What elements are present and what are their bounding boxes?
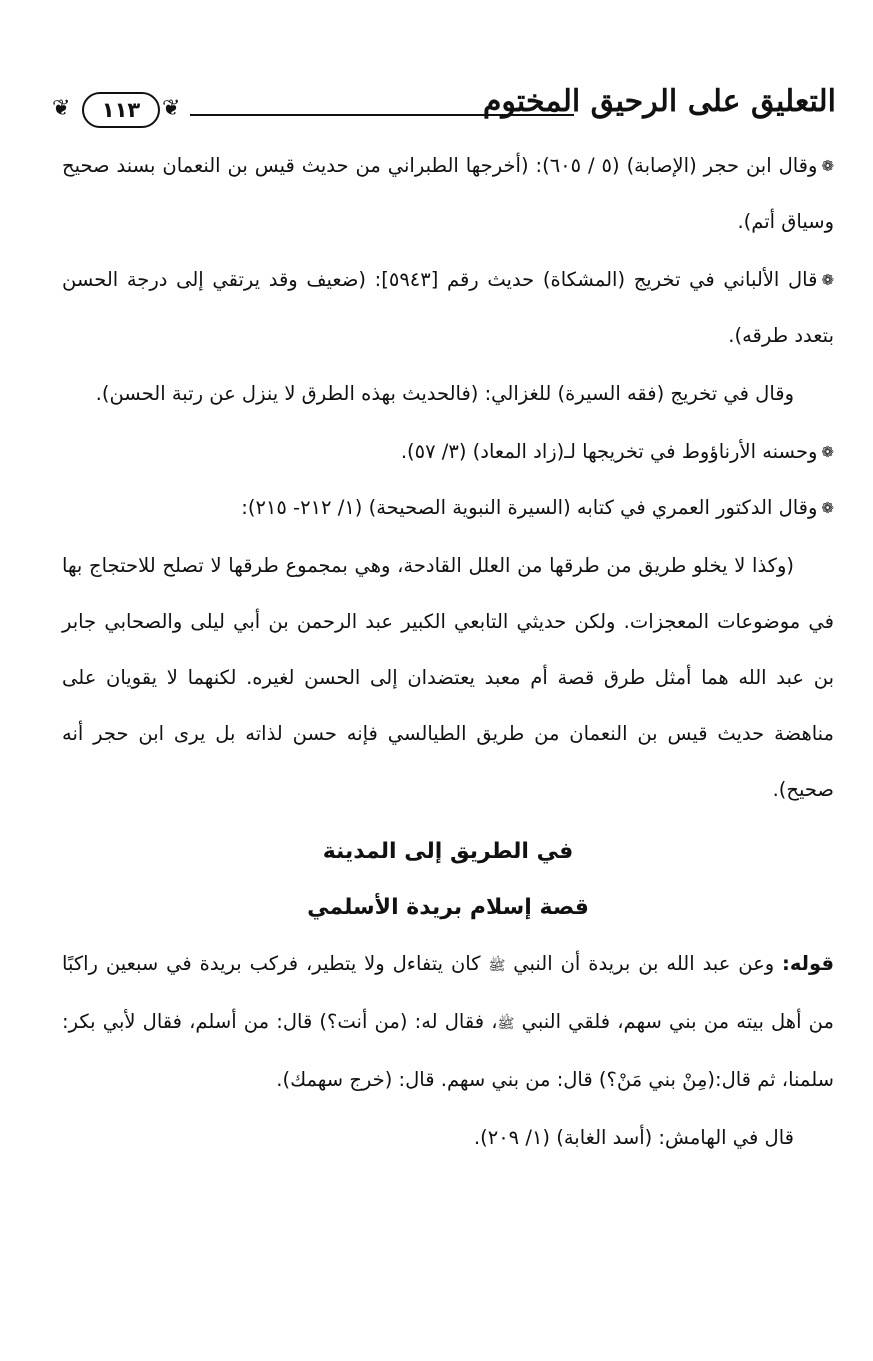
page-number-ornament <box>52 90 192 134</box>
paragraph-umari-quote <box>62 538 834 818</box>
page-header <box>52 80 836 140</box>
flower-bullet-icon: ❁ <box>821 499 834 517</box>
page-number: ١١٣ <box>82 92 160 128</box>
ornament-right-icon: ❦ <box>162 96 181 121</box>
footnote-paragraph <box>62 1110 834 1166</box>
paragraph-story <box>62 936 834 1108</box>
flower-bullet-icon: ❁ <box>821 443 834 461</box>
paragraph-text: وقال ابن حجر (الإصابة) (٥ / ٦٠٥): (أخرجها الطبراني من حديث قيس بن النعمان بسند صحيح وسياق أتم). <box>62 154 834 233</box>
page-body <box>62 138 834 1166</box>
paragraph-text: وقال في تخريج (فقه السيرة) للغزالي: (فالحديث بهذه الطرق لا ينزل عن رتبة الحسن). <box>95 382 794 405</box>
flower-bullet-icon: ❁ <box>821 157 835 175</box>
paragraph-text: قال في الهامش: (أسد الغابة) (١/ ٢٠٩). <box>473 1126 794 1149</box>
paragraph-ibn-hajar <box>62 138 834 250</box>
ornament-left-icon: ❦ <box>52 96 71 121</box>
paragraph-text: وقال الدكتور العمري في كتابه (السيرة النبوية الصحيحة) (١/ ٢١٢- ٢١٥): <box>241 496 818 519</box>
paragraph-arnaut <box>62 424 834 480</box>
section-heading: في الطريق إلى المدينة <box>322 839 574 864</box>
paragraph-albani <box>62 252 834 364</box>
book-title: التعليق على الرحيق المختوم <box>482 84 836 119</box>
paragraph-text: وحسنه الأرناؤوط في تخريجها لـ(زاد المعاد) (٣/ ٥٧). <box>400 440 818 463</box>
story-text-3: ، فقال له: (من أنت؟) قال: من أسلم، فقال لأبي بكر: سلمنا، ثم قال:(مِنْ بني مَنْ؟) قال: من بني سهم. قال: (خرج سهمك). <box>62 1010 834 1091</box>
flower-bullet-icon: ❁ <box>821 271 835 289</box>
honorific-glyph: ﷺ <box>497 1016 515 1032</box>
story-text-1: وعن عبد الله بن بريدة أن النبي <box>505 952 783 975</box>
honorific-glyph: ﷺ <box>488 958 506 974</box>
paragraph-umari <box>62 480 834 536</box>
subsection-heading: قصة إسلام بريدة الأسلمي <box>307 895 589 920</box>
paragraph-text: (وكذا لا يخلو طريق من طرقها من العلل القادحة، وهي بمجموع طرقها لا تصلح للاحتجاج بها في موضوعات المعجزات. ولكن حديثي التابعي الكبير عبد الرحمن بن أبي ليلى والصحابي جابر بن عبد الله هما أمثل طرق قصة أم معبد يعتضدان إلى الحسن لغيره. لكنهما لا يقويان على مناهضة حديث قيس بن النعمان من طريق الطيالسي فإنه حسن لذاته بل يرى ابن حجر أنه صحيح). <box>62 554 834 801</box>
story-text-2: كان يتفاءل ولا يتطير، فركب بريدة في سبعين راكبًا من أهل بيته من بني سهم، فلقي النبي <box>62 952 834 1033</box>
quote-keyword: قوله: <box>782 952 834 975</box>
paragraph-fiqh-sira <box>62 366 834 422</box>
paragraph-text: قال الألباني في تخريج (المشكاة) حديث رقم [٥٩٤٣]: (ضعيف وقد يرتقي إلى درجة الحسن بتعدد طرقه). <box>62 268 834 347</box>
